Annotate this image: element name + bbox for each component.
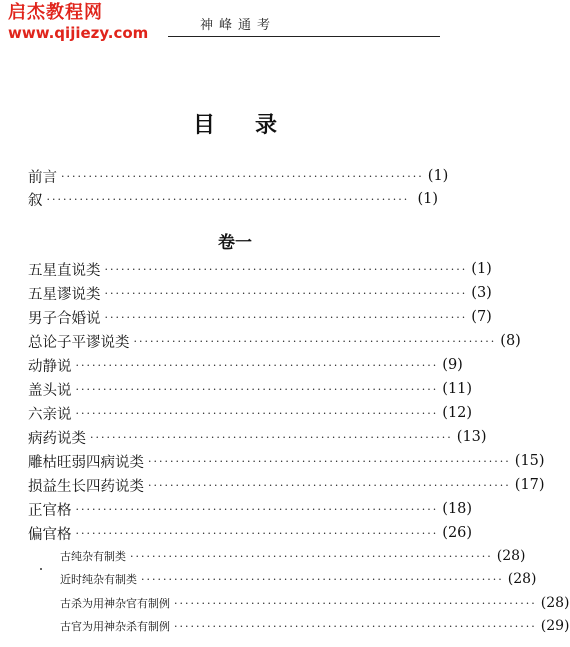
toc-entry[interactable] bbox=[28, 426, 487, 448]
toc-entry-introduction[interactable] bbox=[28, 188, 438, 210]
toc-subentry-page: (28) bbox=[507, 571, 537, 587]
toc-entry[interactable] bbox=[28, 306, 492, 328]
volume-heading: 卷一 bbox=[218, 233, 252, 253]
toc-entry-label: 正官格 bbox=[28, 502, 72, 519]
toc-entry-label: 前言 bbox=[28, 169, 57, 186]
toc-entry-page: (1) bbox=[417, 191, 438, 207]
toc-entry-page: (7) bbox=[471, 309, 492, 325]
toc-entry-page: (17) bbox=[514, 477, 545, 493]
dot-leader: ·································································· bbox=[174, 619, 537, 633]
toc-entry-label: 动静说 bbox=[28, 358, 72, 375]
toc-subentry[interactable] bbox=[60, 615, 570, 637]
toc-entry[interactable] bbox=[28, 402, 473, 424]
dot-leader: ·································································· bbox=[148, 454, 511, 468]
toc-entry-page: (18) bbox=[442, 501, 473, 517]
toc-entry[interactable] bbox=[28, 378, 473, 400]
running-head: 神峰通考 bbox=[200, 18, 277, 33]
dot-leader: ·································································· bbox=[61, 169, 424, 183]
toc-entry[interactable] bbox=[28, 354, 463, 376]
toc-subentry-label: 古杀为用神杂官有制例 bbox=[60, 597, 170, 610]
toc-entry-label: 盖头说 bbox=[28, 382, 72, 399]
watermark-url: www.qijiezy.com bbox=[8, 24, 149, 42]
toc-entry-label: 病药说类 bbox=[28, 430, 86, 447]
toc-subentry-label: 古纯杂有制类 bbox=[60, 550, 126, 563]
dot-leader: ·································································· bbox=[174, 596, 537, 610]
toc-subentry-page: (29) bbox=[540, 618, 570, 634]
toc-subentry[interactable] bbox=[60, 568, 537, 590]
site-watermark bbox=[8, 4, 148, 41]
watermark-site-name: 启杰教程网 bbox=[8, 2, 103, 23]
dot-leader: ·································································· bbox=[75, 358, 439, 372]
toc-entry-page: (8) bbox=[500, 333, 521, 349]
dot-leader: ·································································· bbox=[75, 526, 439, 540]
dot-leader: ·································································· bbox=[141, 572, 504, 586]
toc-entry-label: 雕枯旺弱四病说类 bbox=[28, 454, 144, 471]
toc-entry-label: 偏官格 bbox=[28, 526, 72, 543]
toc-subentry-page: (28) bbox=[496, 548, 526, 564]
toc-entry-label: 总论子平谬说类 bbox=[28, 334, 130, 351]
toc-entry-page: (1) bbox=[471, 261, 492, 277]
dot-leader: ·································································· bbox=[104, 286, 468, 300]
dot-leader: ·································································· bbox=[133, 334, 497, 348]
toc-subentry-page: (28) bbox=[540, 595, 570, 611]
dot-leader: ·································································· bbox=[75, 382, 439, 396]
toc-entry-page: (3) bbox=[471, 285, 492, 301]
toc-entry[interactable] bbox=[28, 450, 545, 472]
toc-entry[interactable] bbox=[28, 498, 473, 520]
toc-entry-label: 五星谬说类 bbox=[28, 286, 101, 303]
dot-leader: ·································································· bbox=[148, 478, 511, 492]
toc-entry-label: 叙 bbox=[28, 192, 43, 209]
toc-entry-page: (13) bbox=[456, 429, 487, 445]
toc-entry-label: 损益生长四药说类 bbox=[28, 478, 144, 495]
toc-entry-page: (26) bbox=[442, 525, 473, 541]
toc-entry-page: (1) bbox=[427, 168, 449, 184]
toc-subentry[interactable] bbox=[60, 545, 526, 567]
dot-leader: ·································································· bbox=[75, 502, 439, 516]
toc-entry-page: (12) bbox=[442, 405, 473, 421]
toc-subentry[interactable] bbox=[60, 592, 570, 614]
dot-leader: ·································································· bbox=[104, 262, 468, 276]
toc-entry[interactable] bbox=[28, 282, 492, 304]
page-title: 目录 bbox=[192, 112, 317, 138]
toc-entry-preface[interactable] bbox=[28, 165, 449, 187]
toc-entry-page: (9) bbox=[442, 357, 463, 373]
toc-entry[interactable] bbox=[28, 522, 473, 544]
toc-entry-label: 六亲说 bbox=[28, 406, 72, 423]
dot-leader: ·································································· bbox=[130, 549, 493, 563]
dot-leader: ·································································· bbox=[75, 406, 439, 420]
dot-leader: ·································································· bbox=[46, 192, 410, 206]
toc-entry-page: (15) bbox=[514, 453, 545, 469]
toc-entry-label: 男子合婚说 bbox=[28, 310, 101, 327]
toc-subentry-label: 近时纯杂有制类 bbox=[60, 573, 137, 586]
toc-entry-page: (11) bbox=[442, 381, 473, 397]
scan-speck bbox=[40, 568, 42, 570]
toc-entry-label: 五星直说类 bbox=[28, 262, 101, 279]
toc-subentry-label: 古官为用神杂杀有制例 bbox=[60, 620, 170, 633]
toc-entry[interactable] bbox=[28, 330, 521, 352]
dot-leader: ·································································· bbox=[104, 310, 468, 324]
toc-entry[interactable] bbox=[28, 474, 545, 496]
header-rule bbox=[168, 36, 440, 37]
dot-leader: ·································································· bbox=[90, 430, 453, 444]
toc-entry[interactable] bbox=[28, 258, 492, 280]
